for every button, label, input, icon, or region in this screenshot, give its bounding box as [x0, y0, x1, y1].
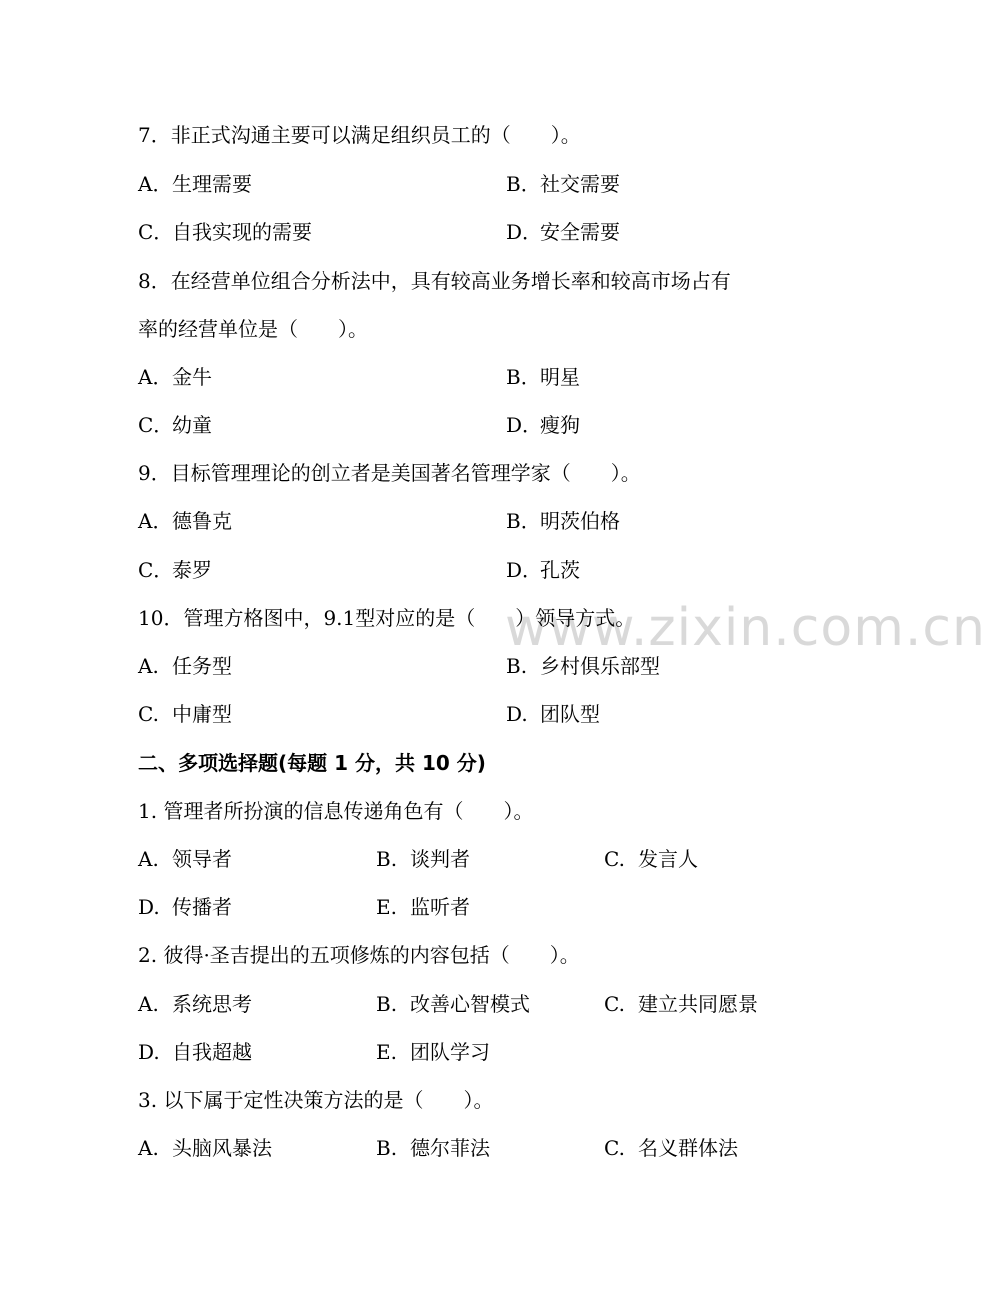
question-10-stem: 10．管理方格图中，9.1型对应的是（ ）领导方式。: [138, 606, 636, 630]
question-7-stem: 7．非正式沟通主要可以满足组织员工的（ ）。: [138, 123, 581, 147]
question-8-option-b[interactable]: B．明星: [506, 365, 580, 389]
section-2-heading: 二、多项选择题(每题 1 分，共 10 分): [138, 751, 486, 775]
multi-question-1-option-c[interactable]: C. 发言人: [604, 847, 698, 871]
question-10-option-b[interactable]: B. 乡村俱乐部型: [506, 654, 660, 678]
multi-question-3-option-b[interactable]: B. 德尔菲法: [376, 1136, 490, 1160]
question-7-option-b[interactable]: B．社交需要: [506, 172, 620, 196]
multi-question-3-option-a[interactable]: A. 头脑风暴法: [138, 1136, 272, 1160]
question-8-stem-line2: 率的经营单位是（ ）。: [138, 317, 368, 341]
multi-question-2-option-d[interactable]: D. 自我超越: [138, 1040, 252, 1064]
question-8-option-c[interactable]: C．幼童: [138, 413, 212, 437]
multi-question-2-option-c[interactable]: C. 建立共同愿景: [604, 992, 758, 1016]
multi-question-1-option-e[interactable]: E. 监听者: [376, 895, 470, 919]
multi-question-1-option-a[interactable]: A. 领导者: [138, 847, 232, 871]
multi-question-3-stem: 3. 以下属于定性决策方法的是（ ）。: [138, 1088, 494, 1112]
question-8-stem-line1: 8．在经营单位组合分析法中，具有较高业务增长率和较高市场占有: [138, 269, 731, 293]
question-7-option-a[interactable]: A．生理需要: [138, 172, 252, 196]
question-8-option-a[interactable]: A．金牛: [138, 365, 212, 389]
multi-question-3-option-c[interactable]: C. 名义群体法: [604, 1136, 738, 1160]
question-7-option-d[interactable]: D．安全需要: [506, 220, 620, 244]
multi-question-1-stem: 1. 管理者所扮演的信息传递角色有（ ）。: [138, 799, 534, 823]
question-9-option-a[interactable]: A．德鲁克: [138, 509, 232, 533]
multi-question-2-option-a[interactable]: A. 系统思考: [138, 992, 252, 1016]
question-10-option-c[interactable]: C. 中庸型: [138, 702, 232, 726]
question-9-option-c[interactable]: C．泰罗: [138, 558, 212, 582]
multi-question-2-option-e[interactable]: E. 团队学习: [376, 1040, 490, 1064]
multi-question-1-option-b[interactable]: B. 谈判者: [376, 847, 470, 871]
question-9-option-b[interactable]: B．明茨伯格: [506, 509, 620, 533]
multi-question-1-option-d[interactable]: D. 传播者: [138, 895, 232, 919]
watermark: www.zixin.com.cn: [505, 598, 986, 658]
question-9-option-d[interactable]: D．孔茨: [506, 558, 580, 582]
multi-question-2-option-b[interactable]: B. 改善心智模式: [376, 992, 530, 1016]
question-8-option-d[interactable]: D．瘦狗: [506, 413, 580, 437]
question-10-option-a[interactable]: A. 任务型: [138, 654, 232, 678]
question-7-option-c[interactable]: C．自我实现的需要: [138, 220, 312, 244]
question-9-stem: 9．目标管理理论的创立者是美国著名管理学家（ ）。: [138, 461, 641, 485]
multi-question-2-stem: 2. 彼得·圣吉提出的五项修炼的内容包括（ ）。: [138, 943, 580, 967]
question-10-option-d[interactable]: D. 团队型: [506, 702, 600, 726]
